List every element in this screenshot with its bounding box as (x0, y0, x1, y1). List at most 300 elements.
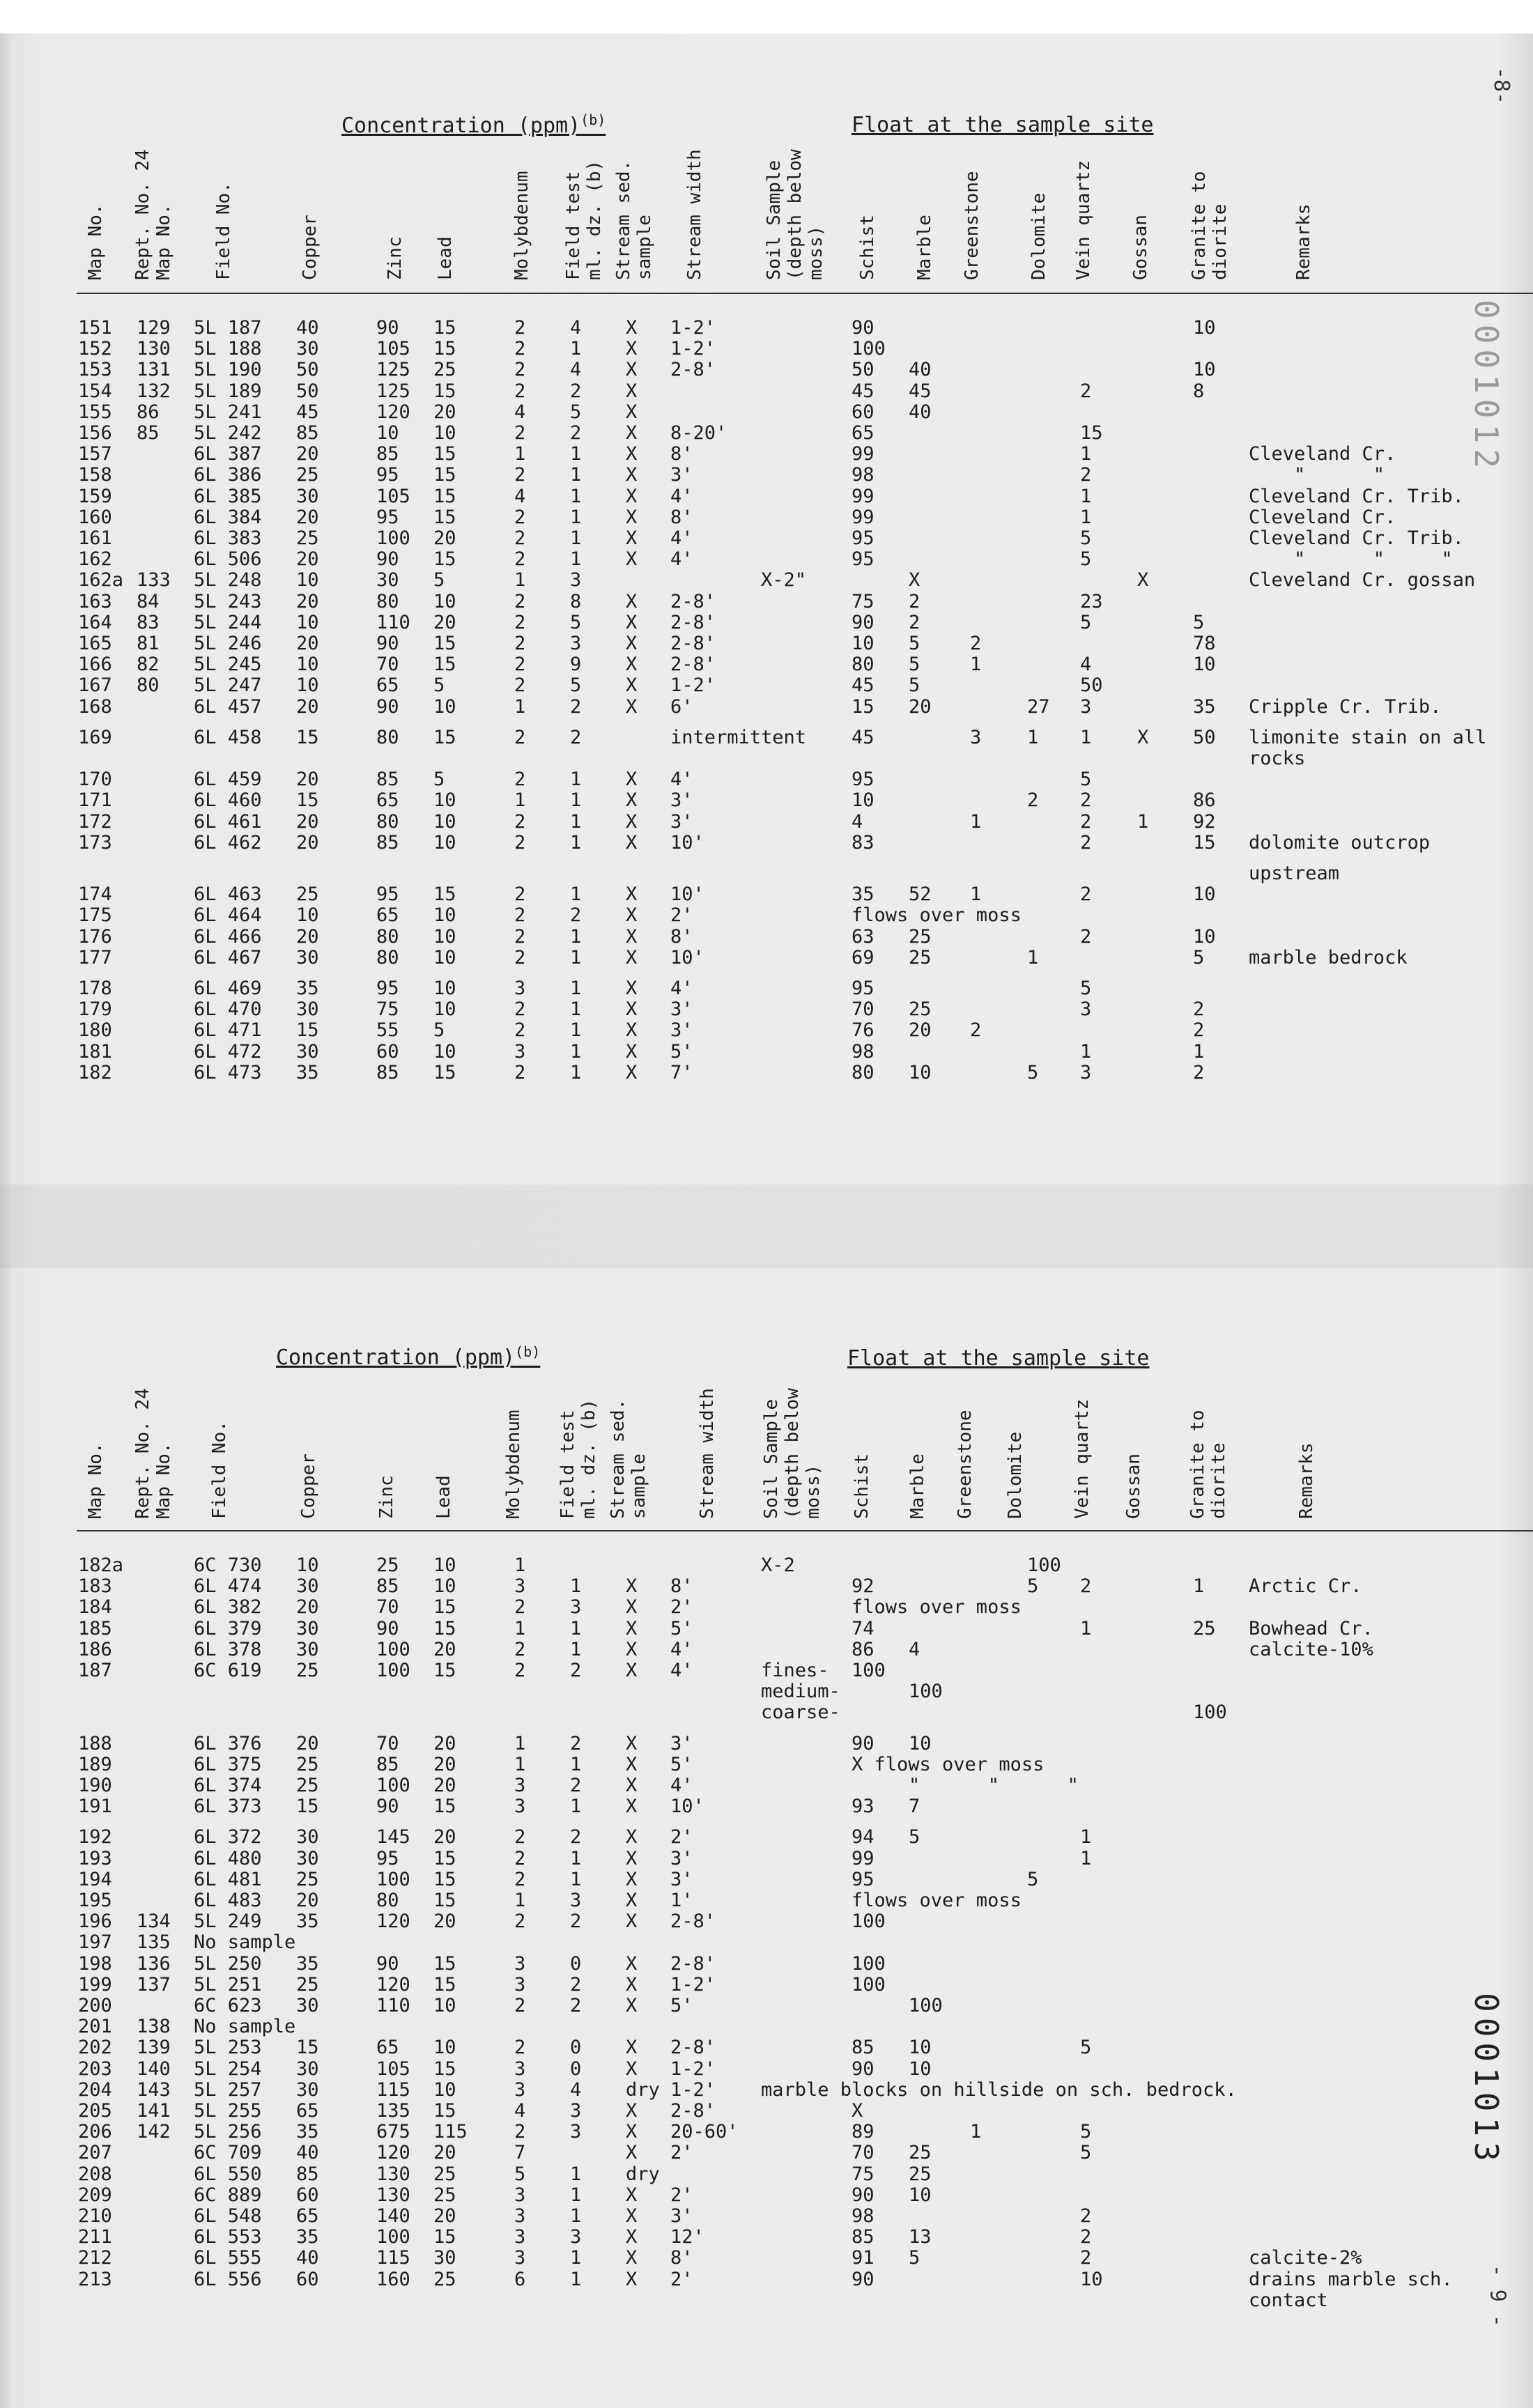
cell-map-no: 198 (78, 1952, 112, 1975)
cell-vein-quartz: 15 (1080, 422, 1103, 444)
cell-stream-width: 10' (670, 1796, 704, 1818)
cell-stream-sed: X (626, 998, 638, 1021)
cell-vein-quartz: 5 (1080, 769, 1092, 791)
cell-stream-width: 2-8' (670, 2100, 716, 2122)
cell-vein-quartz: 1 (1080, 506, 1092, 528)
cell-stream-sed: X (626, 485, 638, 507)
cell-field-no: 5L 242 (194, 422, 262, 444)
cell-stream-width: 10' (670, 946, 704, 968)
cell-field-no: 5L 253 (194, 2037, 262, 2059)
cell-field-test: 2 (570, 422, 582, 444)
cell-molybdenum: 2 (514, 1019, 526, 1042)
table-row (0, 1954, 1533, 1975)
table-row (0, 2185, 1533, 2206)
cell-stream-sed: X (626, 611, 638, 633)
cell-field-test: 3 (570, 569, 582, 592)
cell-field-no: 5L 190 (194, 359, 262, 381)
cell-map-no: 184 (78, 1596, 112, 1619)
cell-copper: 20 (296, 769, 319, 791)
cell-stream-sed: X (626, 1660, 638, 1681)
cell-field-no: 6L 470 (194, 998, 262, 1021)
cell-stream-width: 20-60' (670, 2121, 739, 2143)
cell-rept-no: 140 (137, 2058, 171, 2080)
cell-zinc: 130 (376, 2163, 410, 2185)
cell-molybdenum: 1 (514, 1890, 526, 1911)
cell-stream-width: 2-8' (670, 590, 716, 612)
table-row (0, 2227, 1533, 2248)
cell-marble: 10 (909, 2037, 932, 2059)
cell-rept-no: 134 (137, 1911, 171, 1933)
cell-schist: 98 (852, 1040, 875, 1063)
cell-schist: 100 (852, 1660, 886, 1681)
cell-schist: 74 (852, 1617, 875, 1639)
cell-vein-quartz: 2 (1080, 1575, 1092, 1598)
cell-molybdenum: 2 (514, 726, 526, 748)
cell-molybdenum: 3 (514, 1796, 526, 1818)
cell-map-no: 158 (78, 464, 112, 486)
col-granite-diorite: Granite to diorite (1187, 1410, 1229, 1519)
cell-field-test: 1 (570, 1638, 582, 1660)
cell-molybdenum: 2 (514, 654, 526, 676)
cell-vein-quartz: 2 (1080, 2226, 1092, 2248)
cell-field-no: 6L 461 (194, 810, 262, 833)
cell-lead: 30 (433, 2247, 456, 2269)
cell-stream-width: intermittent (670, 726, 807, 748)
cell-lead: 15 (433, 338, 456, 360)
cell-schist: 98 (852, 2205, 875, 2227)
cell-copper: 35 (296, 1952, 319, 1975)
cell-copper: 15 (296, 1796, 319, 1818)
table-row (0, 360, 1533, 380)
col-field-test: Field test ml. dz. (b) (563, 160, 605, 280)
cell-map-no: 194 (78, 1868, 112, 1890)
table-row (0, 2164, 1533, 2185)
cell-stream-sed: X (626, 2247, 638, 2269)
cell-stream-width: 2' (670, 2142, 693, 2164)
cell-stream-width: 8' (670, 2247, 693, 2269)
cell-marble: 5 (909, 674, 920, 697)
cell-copper: 25 (296, 1868, 319, 1890)
cell-remarks: upstream (1249, 863, 1340, 884)
cell-lead: 15 (433, 380, 456, 402)
col-molybdenum: Molybdenum (503, 1410, 524, 1519)
cell-lead: 20 (433, 2142, 456, 2164)
document-id-top: 0001012 (1467, 300, 1505, 474)
cell-rept-no: 135 (137, 1931, 171, 1954)
cell-lead: 10 (433, 1575, 456, 1598)
cell-lead: 10 (433, 1554, 456, 1576)
cell-schist: 45 (852, 726, 875, 748)
cell-remarks: Cleveland Cr. (1249, 443, 1396, 465)
cell-zinc: 120 (376, 1911, 410, 1933)
cell-stream-sed: X (626, 1995, 638, 2016)
cell-schist: 80 (852, 1061, 875, 1083)
cell-stream-width: 1-2' (670, 2078, 716, 2101)
cell-zinc: 105 (376, 2058, 410, 2080)
cell-vein-quartz: 50 (1080, 674, 1103, 697)
cell-field-test: 3 (570, 1596, 582, 1619)
cell-stream-width: 3' (670, 1868, 693, 1890)
cell-map-no: 200 (78, 1995, 112, 2016)
cell-copper: 30 (296, 2078, 319, 2101)
cell-copper: 50 (296, 380, 319, 402)
cell-granite-diorite: 2 (1193, 1061, 1205, 1083)
cell-granite-diorite: 10 (1193, 654, 1216, 676)
cell-stream-sed: X (626, 1019, 638, 1042)
cell-molybdenum: 2 (514, 1826, 526, 1849)
cell-schist: 100 (852, 338, 886, 360)
cell-copper: 10 (296, 654, 319, 676)
cell-vein-quartz: 1 (1080, 443, 1092, 465)
cell-marble: 7 (909, 1796, 920, 1818)
cell-stream-sed: X (626, 401, 638, 423)
cell-marble: 40 (909, 401, 932, 423)
cell-zinc: 100 (376, 1868, 410, 1890)
cell-field-test: 3 (570, 2100, 582, 2122)
cell-copper: 35 (296, 978, 319, 999)
cell-map-no: 172 (78, 810, 112, 833)
col-copper: Copper (300, 215, 321, 280)
cell-schist: 99 (852, 485, 875, 507)
cell-field-test: 1 (570, 2205, 582, 2227)
cell-marble: 5 (909, 633, 920, 654)
cell-map-no: 165 (78, 633, 112, 654)
cell-stream-sed: X (626, 1061, 638, 1083)
cell-field-no: 5L 245 (194, 654, 262, 676)
cell-copper: 15 (296, 789, 319, 812)
cell-stream-width: 3' (670, 1019, 693, 1042)
cell-lead: 25 (433, 2184, 456, 2206)
cell-stream-sed: X (626, 1753, 638, 1775)
cell-field-no: 6C 889 (194, 2184, 262, 2206)
table-row (0, 999, 1533, 1020)
col-soil-sample: Soil Sample (depth below moss) (761, 1388, 824, 1519)
cell-map-no: 211 (78, 2226, 112, 2248)
cell-vein-quartz: 1 (1080, 1617, 1092, 1639)
cell-field-test: 4 (570, 359, 582, 381)
cell-rept-no: 142 (137, 2121, 171, 2143)
cell-field-no: 5L 244 (194, 611, 262, 633)
cell-map-no: 209 (78, 2184, 112, 2206)
cell-field-no: 5L 256 (194, 2121, 262, 2143)
cell-vein-quartz: 2 (1080, 2205, 1092, 2227)
cell-vein-quartz: 10 (1080, 2268, 1103, 2290)
cell-stream-width: 1-2' (670, 674, 716, 697)
cell-map-no: 204 (78, 2078, 112, 2101)
cell-field-no: 6L 457 (194, 695, 262, 718)
col-stream-sed: Stream sed. sample (608, 1398, 649, 1519)
cell-schist: 99 (852, 506, 875, 528)
cell-field-no: 6L 474 (194, 1575, 262, 1598)
cell-lead: 10 (433, 831, 456, 854)
table-row (0, 769, 1533, 790)
cell-field-no: 6L 459 (194, 769, 262, 791)
cell-lead: 10 (433, 904, 456, 927)
cell-field-no: 5L 254 (194, 2058, 262, 2080)
cell-field-test: 1 (570, 883, 582, 906)
cell-lead: 20 (433, 527, 456, 549)
cell-copper: 20 (296, 633, 319, 654)
cell-vein-quartz: 4 (1080, 654, 1092, 676)
cell-lead: 15 (433, 317, 456, 339)
cell-stream-width: 4' (670, 978, 693, 999)
cell-field-no: 6L 458 (194, 726, 262, 748)
cell-field-test: 1 (570, 2247, 582, 2269)
cell-schist: 60 (852, 401, 875, 423)
cell-stream-width: 2-8' (670, 611, 716, 633)
cell-copper: 30 (296, 1826, 319, 1849)
cell-remarks: calcite-10% (1249, 1638, 1373, 1660)
cell-zinc: 130 (376, 2184, 410, 2206)
cell-molybdenum: 3 (514, 1040, 526, 1063)
table-row (0, 465, 1533, 486)
cell-marble: 40 (909, 359, 932, 381)
cell-stream-width: 3' (670, 998, 693, 1021)
cell-greenstone: 1 (970, 810, 982, 833)
table-row (0, 486, 1533, 507)
cell-rept-no: 129 (137, 317, 171, 339)
cell-lead: 15 (433, 2100, 456, 2122)
table-row (0, 1702, 1533, 1723)
cell-field-no: No sample (194, 1931, 296, 1954)
cell-molybdenum: 4 (514, 2100, 526, 2122)
cell-zinc: 85 (376, 443, 399, 465)
table-row (0, 1911, 1533, 1932)
cell-copper: 35 (296, 2121, 319, 2143)
cell-copper: 30 (296, 1995, 319, 2016)
cell-field-test: 1 (570, 831, 582, 854)
cell-stream-sed: X (626, 317, 638, 339)
cell-zinc: 135 (376, 2100, 410, 2122)
table-row (0, 1890, 1533, 1911)
cell-lead: 25 (433, 2268, 456, 2290)
table-row (0, 2206, 1533, 2227)
cell-marble: " " " (909, 1775, 1079, 1796)
cell-field-test: 2 (570, 1775, 582, 1796)
cell-zinc: 65 (376, 2037, 399, 2059)
cell-lead: 20 (433, 1732, 456, 1754)
table-row (0, 978, 1533, 999)
cell-copper: 10 (296, 1554, 319, 1576)
cell-vein-quartz: 3 (1080, 998, 1092, 1021)
cell-stream-sed: X (626, 883, 638, 906)
table-row (0, 2269, 1533, 2290)
cell-remarks: Cleveland Cr. Trib. (1249, 485, 1464, 507)
cell-lead: 25 (433, 359, 456, 381)
cell-copper: 30 (296, 338, 319, 360)
col-map-no: Map No. (85, 1442, 106, 1519)
cell-stream-sed: X (626, 443, 638, 465)
cell-field-test: 1 (570, 1847, 582, 1869)
cell-stream-width: 2-8' (670, 1952, 716, 1975)
table-row (0, 402, 1533, 423)
cell-field-no: No sample (194, 2016, 296, 2038)
cell-stream-width: 1-2' (670, 338, 716, 360)
cell-field-test: 1 (570, 925, 582, 948)
cell-map-no: 205 (78, 2100, 112, 2122)
cell-copper: 20 (296, 506, 319, 528)
table-row (0, 1849, 1533, 1869)
cell-molybdenum: 2 (514, 1911, 526, 1933)
cell-stream-width: 5' (670, 1040, 693, 1063)
cell-vein-quartz: 3 (1080, 1061, 1092, 1083)
cell-copper: 40 (296, 317, 319, 339)
cell-map-no: 199 (78, 1973, 112, 1996)
table-row (0, 2122, 1533, 2143)
cell-molybdenum: 2 (514, 1660, 526, 1681)
cell-map-no: 154 (78, 380, 112, 402)
cell-field-no: 6L 481 (194, 1868, 262, 1890)
cell-copper: 30 (296, 2058, 319, 2080)
cell-copper: 10 (296, 904, 319, 927)
cell-stream-sed: dry (626, 2163, 660, 2185)
cell-field-test: 4 (570, 317, 582, 339)
cell-field-no: 6L 374 (194, 1775, 262, 1796)
cell-granite-diorite: 50 (1193, 726, 1216, 748)
cell-lead: 20 (433, 1775, 456, 1796)
cell-lead: 10 (433, 946, 456, 968)
cell-marble: 100 (909, 1995, 943, 2016)
cell-stream-sed: X (626, 1826, 638, 1849)
cell-molybdenum: 2 (514, 946, 526, 968)
cell-stream-sed: X (626, 1911, 638, 1933)
cell-field-no: 6L 385 (194, 485, 262, 507)
cell-field-test: 1 (570, 1061, 582, 1083)
cell-copper: 10 (296, 611, 319, 633)
cell-schist: 90 (852, 611, 875, 633)
cell-field-no: 5L 255 (194, 2100, 262, 2122)
cell-zinc: 80 (376, 946, 399, 968)
float-header-top: Float at the sample site (852, 113, 1154, 137)
cell-rept-no: 80 (137, 674, 160, 697)
cell-remarks: Cleveland Cr. Trib. (1249, 527, 1464, 549)
cell-schist: 83 (852, 831, 875, 854)
cell-vein-quartz: 1 (1080, 1847, 1092, 1869)
cell-stream-width: 2-8' (670, 654, 716, 676)
cell-lead: 15 (433, 443, 456, 465)
table-row (0, 549, 1533, 570)
cell-stream-width: 2' (670, 2184, 693, 2206)
cell-stream-sed: X (626, 2205, 638, 2227)
cell-dolomite: 5 (1027, 1868, 1039, 1890)
cell-field-test: 2 (570, 1732, 582, 1754)
cell-zinc: 90 (376, 633, 399, 654)
cell-map-no: 162 (78, 548, 112, 571)
table-row (0, 1576, 1533, 1597)
cell-field-test: 2 (570, 1973, 582, 1996)
cell-schist: 90 (852, 317, 875, 339)
cell-stream-sed: X (626, 946, 638, 968)
cell-zinc: 115 (376, 2247, 410, 2269)
cell-molybdenum: 3 (514, 2247, 526, 2269)
cell-stream-width: 8' (670, 925, 693, 948)
table-row (0, 2080, 1533, 2101)
cell-copper: 60 (296, 2268, 319, 2290)
cell-vein-quartz: 5 (1080, 2037, 1092, 2059)
cell-stream-width: 4' (670, 527, 693, 549)
cell-field-no: 6L 550 (194, 2163, 262, 2185)
table-row (0, 833, 1533, 854)
cell-field-no: 6L 466 (194, 925, 262, 948)
cell-field-test: 3 (570, 2226, 582, 2248)
cell-map-no: 155 (78, 401, 112, 423)
cell-map-no: 212 (78, 2247, 112, 2269)
cell-granite-diorite: 2 (1193, 998, 1205, 1021)
cell-field-test: 1 (570, 1796, 582, 1818)
cell-schist: 69 (852, 946, 875, 968)
cell-schist: X flows over moss (852, 1753, 1045, 1775)
cell-stream-sed: X (626, 831, 638, 854)
cell-remarks: Arctic Cr. (1249, 1575, 1362, 1598)
cell-schist: 95 (852, 527, 875, 549)
cell-molybdenum: 2 (514, 1061, 526, 1083)
cell-zinc: 80 (376, 1890, 399, 1911)
cell-zinc: 85 (376, 1061, 399, 1083)
cell-stream-width: 1' (670, 1890, 693, 1911)
cell-stream-width: 8' (670, 443, 693, 465)
cell-lead: 20 (433, 611, 456, 633)
cell-vein-quartz: 2 (1080, 464, 1092, 486)
cell-molybdenum: 2 (514, 998, 526, 1021)
cell-zinc: 90 (376, 317, 399, 339)
cell-marble: 20 (909, 695, 932, 718)
table-row (0, 507, 1533, 528)
cell-vein-quartz: 1 (1080, 726, 1092, 748)
cell-molybdenum: 2 (514, 611, 526, 633)
cell-field-no: 6L 471 (194, 1019, 262, 1042)
cell-schist: 65 (852, 422, 875, 444)
cell-field-test: 1 (570, 1617, 582, 1639)
cell-map-no: 195 (78, 1890, 112, 1911)
cell-field-no: 5L 246 (194, 633, 262, 654)
cell-copper: 40 (296, 2142, 319, 2164)
cell-lead: 15 (433, 726, 456, 748)
cell-remarks: Cleveland Cr. (1249, 506, 1396, 528)
cell-remarks: contact (1249, 2289, 1328, 2311)
cell-map-no: 197 (78, 1931, 112, 1954)
cell-stream-width: 4' (670, 1638, 693, 1660)
cell-dolomite: 5 (1027, 1061, 1039, 1083)
cell-field-no: 6L 462 (194, 831, 262, 854)
cell-lead: 10 (433, 789, 456, 812)
table-row (0, 2059, 1533, 2080)
cell-stream-sed: X (626, 925, 638, 948)
cell-molybdenum: 3 (514, 1973, 526, 1996)
cell-rept-no: 139 (137, 2037, 171, 2059)
cell-lead: 10 (433, 998, 456, 1021)
cell-remarks: rocks (1249, 748, 1306, 769)
cell-stream-width: 3' (670, 1847, 693, 1869)
col-rept-no: Rept. No. 24 Map No. (132, 1388, 174, 1519)
col-lead: Lead (435, 236, 456, 280)
cell-stream-sed: X (626, 674, 638, 697)
cell-zinc: 95 (376, 883, 399, 906)
col-gossan: Gossan (1130, 215, 1151, 280)
cell-zinc: 80 (376, 590, 399, 612)
cell-remarks: Bowhead Cr. (1249, 1617, 1373, 1639)
cell-zinc: 75 (376, 998, 399, 1021)
cell-schist: 76 (852, 1019, 875, 1042)
cell-map-no: 188 (78, 1732, 112, 1754)
cell-map-no: 207 (78, 2142, 112, 2164)
cell-schist: 100 (852, 1952, 886, 1975)
cell-stream-width: 2' (670, 1596, 693, 1619)
table-row (0, 790, 1533, 811)
cell-lead: 5 (433, 569, 445, 592)
cell-field-no: 5L 249 (194, 1911, 262, 1933)
cell-stream-sed: X (626, 1638, 638, 1660)
cell-schist: 91 (852, 2247, 875, 2269)
